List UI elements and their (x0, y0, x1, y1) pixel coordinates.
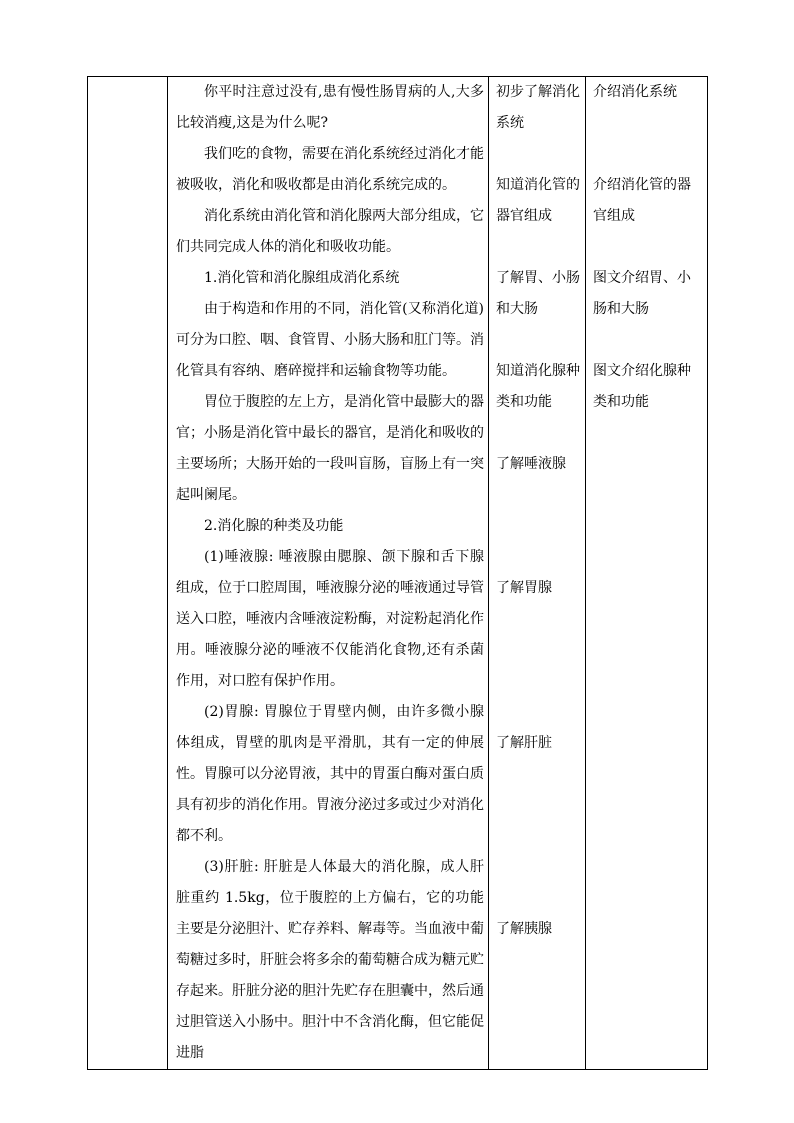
teaching-content (168, 77, 488, 1069)
goal-item: 了解胰腺 (496, 921, 552, 937)
content-paragraph: 我们吃的食物，需要在消化系统经过消化才能被吸收，消化和吸收都是由消化系统完成的。 (176, 146, 484, 193)
goal-item: 知道消化管的器官组成 (496, 177, 580, 224)
content-paragraph: 由于构造和作用的不同，消化管(又称消化道)可分为口腔、咽、食管胃、小肠大肠和肛门等。消化管具有容纳、磨碎搅拌和运输食物等功能。 (176, 301, 484, 379)
table-row (88, 77, 708, 1070)
teaching-methods (586, 77, 707, 418)
content-paragraph: 胃位于腹腔的左上方，是消化管中最膨大的器官；小肠是消化管中最长的器官，是消化和吸收的主要场所；大肠开始的一段叫盲肠，盲肠上有一突起叫阑尾。 (176, 394, 484, 503)
lesson-plan-table (87, 76, 708, 1070)
method-item: 介绍消化系统 (593, 84, 677, 100)
empty-left-column-cell (88, 77, 168, 1070)
learning-goals (489, 77, 585, 945)
content-paragraph: (3)肝脏: 肝脏是人体最大的消化腺，成人肝脏重约 1.5kg，位于腹腔的上方偏右，它的功能主要是分泌胆汁、贮存养料、解毒等。当血液中葡萄糖过多时，肝脏会将多余的葡萄糖合成为糖元贮存起来。肝脏分泌的胆汁先贮存在胆囊中，然后通过胆管送入小肠中。胆汁中不含消化酶，但它能促进脂 (176, 859, 484, 1061)
teaching-methods-cell (586, 77, 708, 1070)
goal-item: 了解胃腺 (496, 580, 552, 596)
goal-item: 了解唾液腺 (496, 456, 566, 472)
learning-goals-cell (489, 77, 586, 1070)
method-item: 图文介绍胃、小肠和大肠 (593, 270, 691, 317)
content-paragraph: 消化系统由消化管和消化腺两大部分组成，它们共同完成人体的消化和吸收功能。 (176, 208, 484, 255)
goal-item: 了解肝脏 (496, 735, 552, 751)
goal-item: 了解胃、小肠和大肠 (496, 270, 580, 317)
teaching-content-cell (168, 77, 489, 1070)
section-heading: 1.消化管和消化腺组成消化系统 (204, 270, 400, 286)
content-paragraph: 你平时注意过没有,患有慢性肠胃病的人,大多比较消瘦,这是为什么呢? (176, 84, 484, 131)
content-paragraph: (1)唾液腺: 唾液腺由腮腺、颌下腺和舌下腺组成，位于口腔周围，唾液腺分泌的唾液通过导管送入口腔，唾液内含唾液淀粉酶，对淀粉起消化作用。唾液腺分泌的唾液不仅能消化食物,还有杀菌作用，对口腔有保护作用。 (176, 549, 484, 689)
method-item: 介绍消化管的器官组成 (593, 177, 691, 224)
content-paragraph: (2)胃腺: 胃腺位于胃壁内侧，由许多微小腺体组成，胃壁的肌肉是平滑肌，其有一定的伸展性。胃腺可以分泌胃液，其中的胃蛋白酶对蛋白质具有初步的消化作用。胃液分泌过多或过少对消化都不利。 (176, 704, 484, 844)
goal-item: 知道消化腺种类和功能 (496, 363, 580, 410)
section-heading: 2.消化腺的种类及功能 (204, 518, 344, 534)
method-item: 图文介绍化腺种类和功能 (593, 363, 691, 410)
goal-item: 初步了解消化系统 (496, 84, 580, 131)
